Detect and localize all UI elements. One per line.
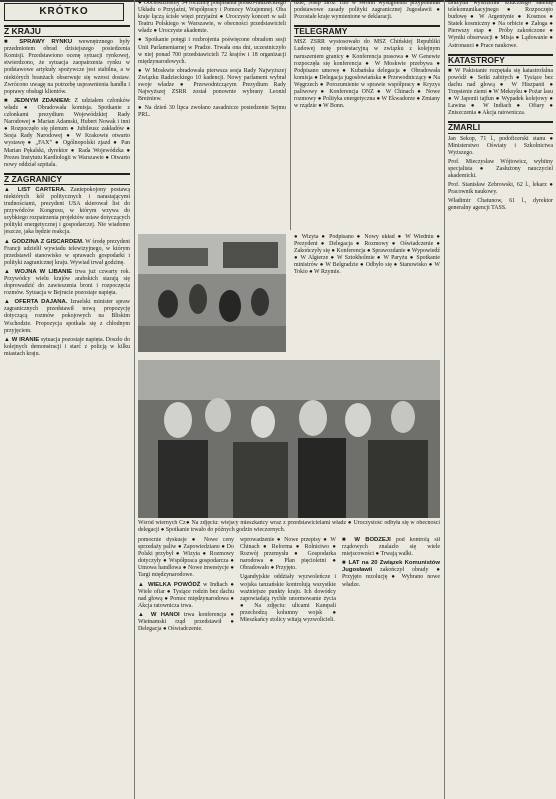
article xyxy=(4,187,130,237)
column-4 xyxy=(448,0,553,799)
article-text: Zaniepokojony postawą niektórych kół politycznych i narastającymi trudnościami, prezydent USA skierował list do przywódców Kongresu, w którym wzywa do szybkiego rozpatrzenia projektów ustaw dotyczących polityki energetycznej i gospodarczej. Nie wiadomo jeszcze, jaka będzie reakcja. xyxy=(4,186,130,236)
page-title: KRÓTKO xyxy=(4,3,124,21)
article xyxy=(342,560,440,588)
article xyxy=(4,337,130,358)
article-headline: ▲ OFERTA DAJANA. xyxy=(4,299,68,306)
article xyxy=(4,269,130,297)
article-headline: ■ LAT na 20 Związek Komunistów Jugosławii xyxy=(342,560,440,574)
article-text: Z udziałem członków władz ● Obradowała komisja. Spotkanie z członkami prezydium Wojewódzkiej Rady Narodowej ● Marian Adamski, Hubert Nowak i inni ● Rozpoczęło się plenum ● Jubileusz zakładów ● Sesja Rady Narodowej ● W Krakowie otwarto wystawę ● „FAX” ● Ogólnopolski zjazd ● Pan Marian Pękalski, dyrektor ● Rada Wojewódzka ● Prezes Instytutu Kardiologii w Warszawie ● Otwarto nowy oddział szpitala. xyxy=(4,97,130,168)
section-z-kraju: Z KRAJU xyxy=(4,25,130,37)
column-3-middle xyxy=(294,234,440,356)
bottom-column-3 xyxy=(342,537,440,799)
article-text: w Indiach ● Wiele ofiar ● Tysiące rodzin bez dachu nad głową ● Pomoc międzynarodowa ● Akcja ratownicza trwa. xyxy=(138,581,234,609)
photo-illustration xyxy=(138,360,440,518)
article-headline: ■ JEDNYM ZDANIEM: xyxy=(4,97,71,104)
article-text: pomocnie dyskusje ● Nowe ceny sprzedaży paliw ● Zapowiedziano ● Do Polski przybył ● Wizyta ● Rozmowy dotyczyły ● Współpraca gospodarcza ● Umowa handlowa ● Nowe inwestycje ● Targi międzynarodowe. xyxy=(138,537,234,579)
section-telegramy: TELEGRAMY xyxy=(294,25,440,37)
article-text: W środę prezydent Francji udzielił wywiadu telewizyjnego, w którym przedstawił stanowisko w sprawach gospodarki i polityki zagranicznej kraju. Wywiad trwał godzinę. xyxy=(4,238,130,266)
article-text: dzie, Josip Broz Tito w swoim wystąpieniu przypomniał podstawowe zasady polityki zagranicznej Jugosławii ● Pozostałe kraje wymienione w deklaracji. xyxy=(294,0,440,21)
column-divider xyxy=(134,0,135,799)
obituary: Jan Sekop, 71 l., podoficerski stanu ● Ministerstwo Oświaty i Szkolnictwa Wyższego. xyxy=(448,135,553,156)
article-text: trwa konferencja ● Wietnamski rząd przedstawił ● Delegacja ● Oświadczenie. xyxy=(138,611,234,633)
section-z-zagranicy: Z ZAGRANICY xyxy=(4,173,130,185)
column-2 xyxy=(138,0,286,222)
article-text: zakończył obrady ● Przyjęto rezolucję ● Wybrano nowe władze. xyxy=(342,567,440,588)
article-headline: ▲ WOJNA W LIBANIE xyxy=(4,268,73,275)
caption-text: Wśród wiernych Cz● Na zdjęciu: wiejscy mieszkańcy wraz z przedstawicielami władz ● Uroczystość odbyła się w obecności delegacji ● Spotkanie trwało do późnych godzin wieczornych. xyxy=(138,520,440,534)
article xyxy=(4,98,130,169)
news-photo-uganda xyxy=(138,234,286,352)
article-text: ● Spotkanie potęgi i rozbrojenia poświęcone obradom sesji Unii Parlamentarnej w Pradze. Trwała ona dni, uczestniczyło w niej ponad 700 przedstawicieli 72 krajów i 18 organizacji międzynarodowych. xyxy=(138,37,286,65)
article-text: sytuacja pozostaje napięta. Doszło do kolejnych demonstracji i starć z policją w kilku miastach kraju. xyxy=(4,336,130,357)
photo-caption xyxy=(138,520,440,536)
bottom-column-1 xyxy=(138,537,234,799)
article-headline: ▲ W IRANIE xyxy=(4,336,40,343)
column-divider xyxy=(290,0,291,230)
article-text: ● Na dzień 30 lipca zwołano zasadnicze posiedzenie Sejmu PRL. xyxy=(138,105,286,119)
article xyxy=(4,39,130,96)
article-text: ● W Moskwie obradowała pierwsza sesja Rady Najwyższej Związku Radzieckiego 10 kadencji. Nowy parlament wybrał swoje władze ● Przewodniczącym Prezydium Rady Najwyższej ZSRR został ponownie wybrany Leonid Breżniew. xyxy=(138,67,286,103)
article-text: Brazylia wystrzeliła sztucznego satelitę telekomunikacyjnego ● Rozpoczęto budowę ● W Argentynie ● Kosmos ● Statek kosmiczny ● Na orbicie ● Załoga ● Pierwszy etap ● Próby zakończone ● Wyniki obserwacji ● Misja ● Lądowanie ● Astronauci ● Prace naukowe. xyxy=(448,0,553,49)
article-text: ■ W Pakistanie rozpętała się katastrofalna powódź ● Setki zabitych ● Tysiące bez dachu nad głową ● W Hiszpanii ● Trzęsienie ziemi ● W Meksyku ● Pożar lasu ● W Japonii tajfun ● Wypadek kolejowy ● Lawina ● W Indiach ● Ofiary ● Zniszczenia ● Akcja ratownicza. xyxy=(448,67,553,117)
article xyxy=(138,612,234,633)
article xyxy=(138,582,234,610)
article-headline: ▲ LIST CARTERA. xyxy=(4,186,66,193)
section-katastrofy: KATASTROFY xyxy=(448,54,553,66)
column-3 xyxy=(294,0,440,232)
column-1 xyxy=(4,0,130,799)
article-text: trwa już czwarty rok. Przywódcy wielu krajów arabskich starają się doprowadzić do zawieszenia broni i rozpoczęcia rozmów. Sytuacja w Bejrucie pozostaje napięta. xyxy=(4,268,130,297)
article xyxy=(342,537,440,558)
news-photo-gathering xyxy=(138,360,440,518)
article-headline: ■ SPRAWY RYNKU xyxy=(4,39,73,46)
article-headline: ■ W BODZEJI xyxy=(342,537,391,543)
obituary: Prof. Mieczysław Wójtowicz, wybitny specjalista ● Zasłużony nauczyciel akademicki. xyxy=(448,158,553,179)
article xyxy=(4,239,130,267)
article-headline: ▲ GODZINA Z GISCARDEM. xyxy=(4,238,84,245)
column-divider xyxy=(444,0,445,799)
article-text: Ugandyjskie oddziały wyzwoleńcze i wojska tanzańskie kontrolują wszystkie ważniejsze punkty kraju. Ich dowódcy zapowiadają rychłe unormowanie życia ● Na zdjęciu: ulicami Kampali przechodzą kolumny wojsk ● Mieszkańcy stolicy witają wyzwolicieli. xyxy=(240,574,336,624)
section-zmarli: ZMARLI xyxy=(448,121,553,133)
article-headline: ▲ W HANOI xyxy=(138,611,180,618)
article-text: Izraelski minister spraw zagranicznych przedstawił nową propozycję dotyczącą rozmów pokojowych na Bliskim Wschodzie. Propozycja spotkała się z chłodnym przyjęciem. xyxy=(4,299,130,334)
article-text: ● Obchodziliśmy 34 rocznicę podpisania polsko-radzieckiego Układu o Przyjaźni, Współpracy i Pomocy Wzajemnej. Oba kraje łączą ścisłe więzi przyjaźni ● Uroczysty koncert w sali Teatru Polskiego w Warszawie, w obecności przedstawicieli władz ● Uroczyste akademie. xyxy=(138,0,286,35)
article-text: ● Wizyta ● Podpisano ● Nowy układ ● W Wiedniu ● Prezydent ● Delegacja ● Rozmowy ● Oświadczenie ● Zakończyły się ● Konferencja ● Sprawozdanie ● Wypowiedź ● W Algierze ● W Sztokholmie ● W Paryżu ● Spotkanie ministrów ● W Belgradzie ● Odbyło się ● Stanowisko ● W Tokio ● W Rzymie. xyxy=(294,234,440,276)
article-headline: ▲ WIELKA POWÓDŹ xyxy=(138,581,201,588)
article-text: wprowadzenie ● Nowe przepisy ● W Chinach ● Reforma ● Rolnictwo ● Rozwój przemysłu ● Gospodarka narodowa ● Plan pięcioletni ● Obradowało ● Przyjęto. xyxy=(240,537,336,572)
article xyxy=(4,299,130,334)
article-text: MSZ ZSRR wystosowało do MSZ Chińskiej Republiki Ludowej notę protestacyjną w związku z kolejnym naruszeniem granicy ● Konferencja prasowa ● W Genewie rozpoczęła się konferencja ● W Moskwie przebywa ● Podpisano umowę ● Kubańska delegacja ● Obradowała komisja ● Delegacja jugosłowiańska ● Przewodniczący ● Na Węgrzech ● Porozumienie w sprawie współpracy ● Kryzys paliwowy ● Konferencja ONZ ● W Chinach ● Nowe rozmowy ● Polityka energetyczna ● W Ekwadorze ● Zmiany w rządzie ● W Bonn. xyxy=(294,39,440,110)
obituary: Władimir Chatunow, 61 l., dyrektor generalny agencji TASS. xyxy=(448,198,553,212)
article-text: wewnętrznego były przedmiotem obrad dzisiejszego posiedzenia Komisji. Przedstawiono ocenę sytuacji rynkowej, stwierdzono, że sytuacja zaopatrzenia rynku w podstawowe artykuły spożywcze jest stabilna, a w niektórych branżach obserwuje się wzrost dostaw. Zwrócono uwagę na potrzebę usprawnienia handlu i poprawy obsługi klientów. xyxy=(4,39,130,95)
article-text: pod kontrolą sił rządowych znalazło się wiele miejscowości ● Trwają walki. xyxy=(342,537,440,558)
bottom-column-2 xyxy=(240,537,336,799)
obituary: Prof. Stanisław Zebrowski, 62 l., lekarz ● Pracownik naukowy. xyxy=(448,182,553,196)
photo-illustration xyxy=(138,234,286,352)
